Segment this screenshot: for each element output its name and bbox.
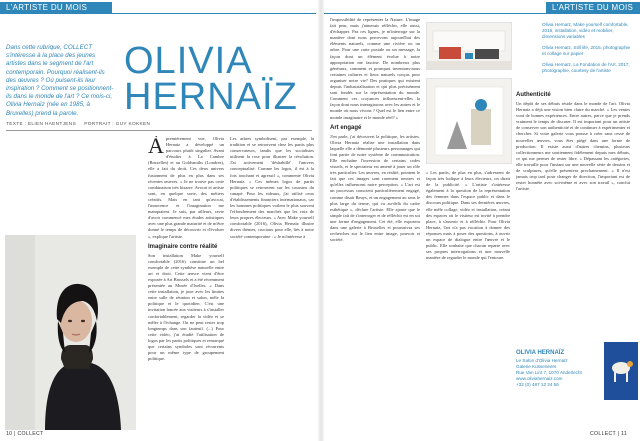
article-column-1 <box>148 136 224 428</box>
column-1-body: premièrement vue, Olivia Hernaïz a développé un parcours plutôt singulier. Avant d'étudier à La Cambre (Bruxelles) et au Goldsmiths (Londres), elle a fait du droit. Ces deux univers fusionnent de plus en plus dans ses récentes œuvres. « Je ne trouve pas cette combinaison très bizarre. Avocat et artiste sont, en quelque sorte, des métiers créatifs. Mais en tant qu'avocat, l'innocence et l'imagination me manquaient. Je suis, par ailleurs, ravie d'avoir commencé mes études artistiques avec une plus grande maturité et de m'être donné le temps de découvrir et d'évoluer », explique l'artiste. <box>148 136 224 239</box>
credit-text: TEXTE : ELIEN HAENTJENS <box>6 122 77 127</box>
left-section-header <box>0 2 112 13</box>
contact-line: Le Salon d'Olivia Hernaïz <box>516 358 568 363</box>
captions <box>542 22 634 74</box>
intro-text: Dans cette rubrique, COLLECT s'intéresse à la place des jeunes artistes dans le segment de l'art contemporain. Pourquoi réalisent-ils des œuvres ? Où puisent-ils leur inspiration ? Comment se positionnent-ils dans le monde de l'art ? Ce mois-ci, Olivia Hernaïz (née en 1985, à Bruxelles) prend la parole. <box>6 44 114 117</box>
contact-line: Rue Van Lint 7, 1070 Anderlecht <box>516 370 582 375</box>
right-section-header <box>546 2 640 13</box>
credits-rule <box>6 130 312 131</box>
caption-3: Olivia Hernaïz, La Fondation de l'Art, 2017, photographie, courtesy de l'artiste <box>542 62 630 73</box>
caption-1: Olivia Hernaïz, Make yourself comfortable, 2016, installation, vidéo et mobilier, dimensions variables <box>542 22 629 39</box>
artwork-2-illustration <box>427 79 511 163</box>
column-3-body-2: J'en parle, j'ai découvert la politique, les artistes. Olivia Hernaïz réalise une installation dans laquelle elle a démonté plusieurs personnages qui font partie de notre système de communication. Elle enchaîne l'inversion de certains codes visuels, et le spectateur est amené à jouer un rôle très particulier. Les œuvres, en réalité, pointent le fait que ces images sont rarement neutres et qu'elles influencent notre perception. « L'art est un processus conscient particulièrement engagé, comme disait Beuys, et un engagement au sens le plus large du terme, qui va au-delà du cadre esthétique », déclare l'artiste. Elle ajoute que le simple fait de s'interroger et de réfléchir est en soi une forme d'engagement. Cet été, elle exposera dans une galerie à Bruxelles et poursuivra ses recherches sur le lien entre image, pouvoir et société. <box>330 133 420 243</box>
contact-box <box>516 350 596 388</box>
subheading-authenticite: Authenticité <box>516 92 551 98</box>
page-title <box>124 40 298 118</box>
contact-line: +32 (0) 487 12 34 56 <box>516 382 559 387</box>
subheading-art-engage: Art engagé <box>330 124 362 131</box>
article-column-2 <box>230 136 314 428</box>
left-header-rule <box>0 13 316 14</box>
title-line-2: HERNAÏZ <box>124 76 298 118</box>
portrait-illustration <box>5 235 136 430</box>
contact-line: www.oliviahernaiz.com <box>516 376 563 381</box>
artwork-3-illustration <box>604 342 638 400</box>
credits <box>6 122 306 127</box>
contact-name: OLIVIA HERNAÏZ <box>516 350 565 356</box>
caption-2: Olivia Hernaïz, Still life, 2016, photographie et collage sur papier <box>542 45 631 56</box>
contact-line: Galerie Kusseneers <box>516 364 557 369</box>
artist-portrait-photo <box>5 235 136 430</box>
column-1-body-2: Son installation Make yourself comfortable (2016) constitue un bel exemple de cette synthèse naturelle entre art et droit. Cette œuvre vient d'être exposée à Art Brussels et a été récemment présentée au Musée d'Ixelles. « Dans cette installation, je joue avec les limites entre salle de réunion et salon, mêle la politique et le quotidien. C'est une invitation lancée aux visiteurs à s'installer confortablement, regarder la vidéo et se mêler à l'échange. On ne peut rester trop longtemps dans son fauteuil. (...) Pour cette vidéo, j'ai étudié l'utilisation de logos par les partis politiques et remarqué que certains symboles sont récurrents pour un même type de groupement politique. <box>148 252 224 362</box>
article-column-5 <box>516 88 630 273</box>
left-section-header-text: L'ARTISTE DU MOIS <box>6 3 88 12</box>
article-column-4 <box>426 170 510 429</box>
right-header-rule <box>324 13 640 14</box>
column-2-body: Les arbres symbolisent, par exemple, la tradition et se retrouvent chez les partis plus conservateurs, tandis que les socialistes utilisent la rose pour illustrer la révolution. J'ai activement 'déshabillé' l'univers conceptualisé. Comme les logos, il est à la fois touchant et agressif », commente Olivia Hernaïz. « Ces mêmes logos de partis politiques se retrouvent sur les coussins du canapé. Pour les rideaux, j'ai utilisé ceux d'établissements financiers internationaux, car les hommes politiques voilent le plus souvent l'effondrement des marchés que les voix de leurs propres électeurs. » Avec Make yourself comfortable (2016), Olivia Hernaïz illustre divers thèmes, cruciaux pour elle, liés à notre société contemporaine : « Je m'intéresse à <box>230 136 314 239</box>
page-gutter <box>318 0 324 441</box>
artwork-1-illustration <box>427 23 511 69</box>
subheading-imaginaire: Imaginaire contre réalité <box>148 243 218 250</box>
right-footer: COLLECT | 11 <box>590 431 628 437</box>
drop-cap: À <box>148 136 164 158</box>
title-line-1: OLIVIA <box>124 40 253 82</box>
right-section-header-text: L'ARTISTE DU MOIS <box>552 3 634 12</box>
artwork-image-2 <box>426 78 512 164</box>
artwork-image-1 <box>426 22 512 70</box>
left-footer: 10 | COLLECT <box>6 431 44 437</box>
artwork-image-3 <box>604 342 638 400</box>
column-4-body: « Les partis, de plus en plus, s'adressent de façon très ludique à leurs électeurs, on dirait de la publicité. » L'artiste s'intéresse également à la question de la représentation des femmes dans l'espace public et dans le discours politique. Dans ses dernières œuvres, elle mêle collage, vidéo et installation, créant des espaces où le visiteur est invité à prendre place, à s'asseoir et à réfléchir. Pour Olivia Hernaïz, l'art n'a pas vocation à donner des réponses mais à poser des questions, à ouvrir un espace de dialogue entre l'œuvre et le public. Elle souhaite que chacun reparte avec ses propres interrogations et une nouvelle manière de regarder le monde qui l'entoure. <box>426 170 510 261</box>
column-5-body: Un dépôt de ses débuts réside dans le monde de l'art. Olivia Hernaïz a déjà une vision bien claire du marché. « Les ventes vont de bonnes expériences. Entre autres, parce que je prends vraiment le temps de discuter. Il est important pour un artiste de conserver son authenticité et de continuer à expérimenter et chercher. Si votre galerie vous pousse à créer sans cesse de nouvelles œuvres, vous êtes piégé dans une forme de production. Il existe aussi d'autres chemins, plusieurs collectionneurs me soutiennent fidèlement depuis mes débuts, ce qui me permet de rester libre. » Dépassant les catégories, elle travaille pour l'instant sur une nouvelle série de dessins et de sculptures, qu'elle présentera prochainement. « Il n'est jamais trop tard pour changer de direction, l'important est de rester honnête avec soi-même et avec son travail », conclut l'artiste. <box>516 101 630 192</box>
column-3-body: l'impossibilité de représenter la Nature. L'image fait peur, mais j'aimerais réfléchir, elle aussi, d'échapper. Pas ces lignes, je m'interroge sur la manière dont nous percevons aujourd'hui des éléments naturels, comme une rivière ou un arbre. Pour une carte postale ou un message, la façon dont un élément évolue à notre appropriation me fascine. De nombreux plus généraux, comment et pourquoi inventons-nous certaines cultures et lieux naturels conçus pour organiser notre vie? Des pratiques qui existent depuis l'industrialisation et qui plus précisément sont fondés sur la représentation du monde. Comment ces croyances influencent-elles la façon dont nous interagissons avec les autres et le monde où nous vivons ? Quel est le lien entre ce monde imaginaire et le monde réel? » <box>330 17 420 120</box>
credit-photo: PORTRAIT : GUY KOKKEN <box>84 122 151 127</box>
article-column-3 <box>330 17 420 429</box>
